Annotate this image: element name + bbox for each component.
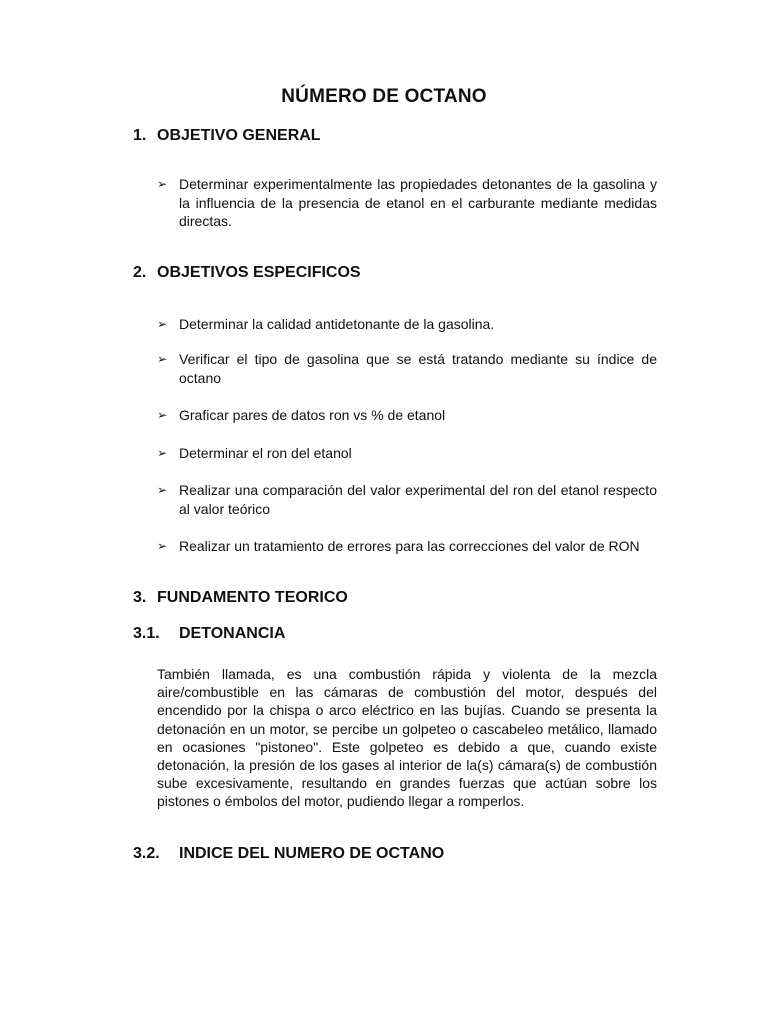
section-heading-fundamento-teorico (133, 589, 348, 607)
list-item-text: Determinar la calidad antidetonante de la gasolina. (179, 316, 495, 332)
list-item (157, 444, 657, 463)
section-number: 2. (133, 264, 147, 281)
arrow-bullet-icon: ➢ (157, 352, 168, 366)
section-title: FUNDAMENTO TEORICO (157, 589, 348, 606)
arrow-bullet-icon: ➢ (157, 483, 168, 497)
arrow-bullet-icon: ➢ (157, 317, 168, 331)
section-title: OBJETIVO GENERAL (157, 127, 321, 144)
list-item (157, 175, 657, 231)
list-item-text: Realizar una comparación del valor experimental del ron del etanol respecto al valor teórico (179, 482, 657, 517)
arrow-bullet-icon: ➢ (157, 539, 168, 553)
section-title: OBJETIVOS ESPECIFICOS (157, 264, 361, 281)
section-heading-objetivo-general (133, 127, 321, 145)
list-item (157, 481, 657, 518)
subsection-title: DETONANCIA (179, 625, 286, 642)
section-number: 1. (133, 127, 147, 144)
arrow-bullet-icon: ➢ (157, 177, 168, 191)
list-item-text: Realizar un tratamiento de errores para las correcciones del valor de RON (179, 538, 640, 554)
list-item-text: Determinar el ron del etanol (179, 445, 352, 461)
section-heading-objetivos-especificos (133, 264, 361, 282)
subsection-number: 3.1. (133, 625, 160, 642)
list-item-text: Determinar experimentalmente las propiedades detonantes de la gasolina y la influencia de la presencia de etanol en el carburante mediante medidas directas. (179, 176, 657, 229)
arrow-bullet-icon: ➢ (157, 408, 168, 422)
list-item (157, 315, 657, 334)
list-item-text: Graficar pares de datos ron vs % de etanol (179, 407, 446, 423)
subsection-heading-detonancia (133, 625, 285, 643)
subsection-heading-indice-octano (133, 845, 444, 863)
paragraph-detonancia: También llamada, es una combustión rápida y violenta de la mezcla aire/combustible en las cámaras de combustión del motor, después del encendido por la chispa o arco eléctrico en las bujías. Cuando se presenta la detonación en un motor, se percibe un golpeteo o cascabeleo metálico, llamado en ocasiones "pistoneo". Este golpeteo es debido a que, cuando existe detonación, la presión de los gases al interior de la(s) cámara(s) de combustión sube excesivamente, resultando en grandes fuerzas que actúan sobre los pistones o émbolos del motor, pudiendo llegar a romperlos. (157, 666, 657, 810)
list-item (157, 406, 657, 425)
section-number: 3. (133, 589, 147, 606)
page-title: NÚMERO DE OCTANO (281, 86, 487, 107)
subsection-number: 3.2. (133, 845, 160, 862)
list-item (157, 537, 657, 556)
arrow-bullet-icon: ➢ (157, 446, 168, 460)
subsection-title: INDICE DEL NUMERO DE OCTANO (179, 845, 445, 862)
list-item-text: Verificar el tipo de gasolina que se está tratando mediante su índice de octano (179, 351, 657, 386)
list-item (157, 350, 657, 387)
